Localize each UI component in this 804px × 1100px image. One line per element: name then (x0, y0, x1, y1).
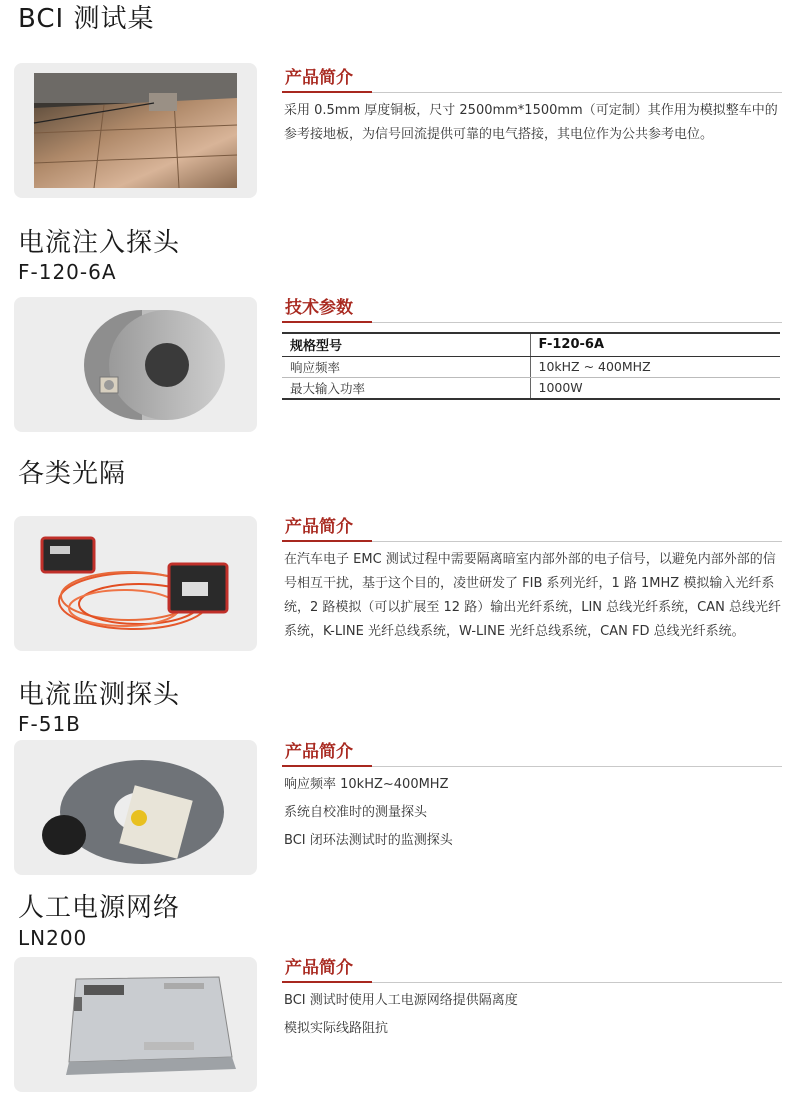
lisn-info (282, 957, 782, 1043)
spec-table-header (282, 333, 780, 356)
fiber-system-image (14, 516, 257, 651)
injection-probe-model: F-120-6A (18, 260, 117, 284)
spec-table (282, 332, 780, 400)
lisn-model: LN200 (18, 926, 88, 950)
optical-isolation-info (282, 516, 782, 644)
lisn-line: 模拟实际线路阻抗 (284, 1021, 389, 1036)
spec-label: 响应频率 (282, 356, 530, 377)
bci-table-info (282, 67, 782, 147)
section-title-injection-probe: 电流注入探头 (18, 228, 181, 258)
monitor-probe-info-title: 产品简介 (282, 741, 782, 767)
optical-isolation-info-title: 产品简介 (282, 516, 782, 542)
monitor-probe-info (282, 741, 782, 855)
lisn-image (14, 957, 257, 1092)
spec-header-label: 规格型号 (282, 333, 530, 356)
spec-value: 10kHZ ~ 400MHZ (530, 356, 780, 377)
bci-table-photo (14, 63, 257, 198)
section-title-monitor-probe: 电流监测探头 (18, 680, 181, 710)
bci-table-info-title: 产品简介 (282, 67, 782, 93)
section-title-optical-isolation: 各类光隔 (18, 459, 127, 489)
monitor-probe-line: BCI 闭环法测试时的监测探头 (284, 833, 453, 848)
injection-probe-info (282, 297, 782, 400)
monitor-probe-photo (14, 740, 257, 875)
optical-isolation-photo (14, 516, 257, 651)
spec-value: 1000W (530, 377, 780, 399)
spec-header-value: F-120-6A (530, 333, 780, 356)
monitor-probe-image (14, 740, 257, 875)
monitor-probe-line: 系统自校准时的测量探头 (284, 805, 428, 820)
spec-label: 最大输入功率 (282, 377, 530, 399)
lisn-line: BCI 测试时使用人工电源网络提供隔离度 (284, 993, 518, 1008)
monitor-probe-line: 响应频率 10kHZ~400MHZ (284, 777, 449, 792)
injection-probe-info-title: 技术参数 (282, 297, 782, 323)
copper-table-image (14, 63, 257, 198)
optical-isolation-description: 在汽车电子 EMC 测试过程中需要隔离暗室内部外部的电子信号，以避免内部外部的信号相互干扰，基于这个目的，凌世研发了 FIB 系列光纤，1 路 1MHZ 模拟输入光纤系统，2 路模拟（可以扩展至 12 路）输出光纤系统，LIN 总线光纤系统，CAN 总线光纤系统，K-LINE 光纤总线系统，W-LINE 光纤总线系统，CAN FD 总线光纤系统。 (284, 552, 781, 639)
lisn-photo (14, 957, 257, 1092)
table-row (282, 377, 780, 399)
bci-table-description: 采用 0.5mm 厚度铜板，尺寸 2500mm*1500mm（可定制）其作用为模拟整车中的参考接地板，为信号回流提供可靠的电气搭接，其电位作为公共参考电位。 (284, 103, 778, 142)
section-title-bci-table: BCI 测试桌 (18, 4, 155, 34)
monitor-probe-model: F-51B (18, 712, 81, 736)
injection-probe-image (14, 297, 257, 432)
injection-probe-photo (14, 297, 257, 432)
lisn-info-title: 产品简介 (282, 957, 782, 983)
table-row (282, 356, 780, 377)
section-title-lisn: 人工电源网络 (18, 893, 181, 923)
